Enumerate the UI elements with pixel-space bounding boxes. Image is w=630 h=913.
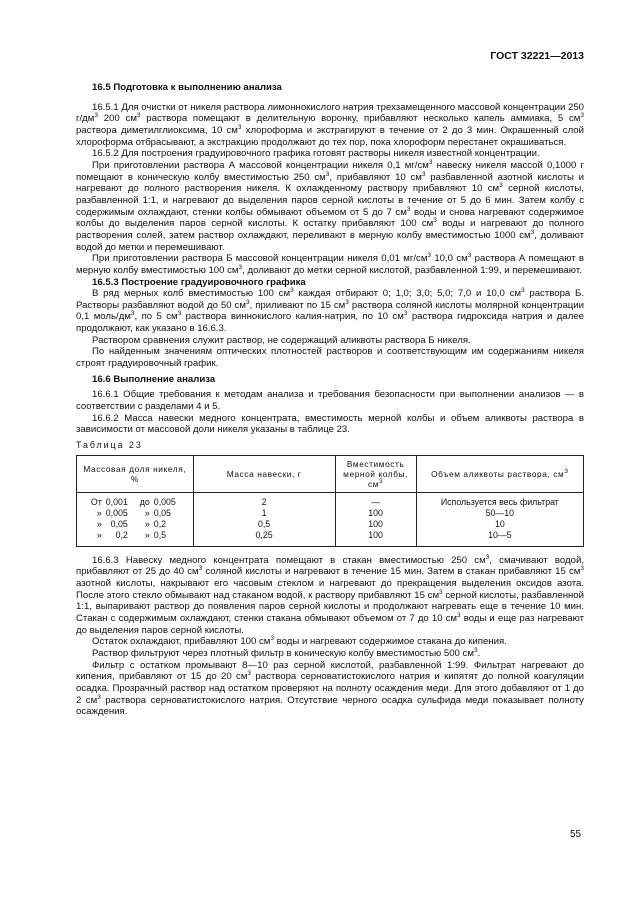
paragraph-16-5-1: 16.5.1 Для очистки от никеля раствора лимоннокислого натрия трехзамещенного массовой концентрации 250 $г/дм^3$ 200 $см^3$ раствора помещают в делительную воронку, прибавляют несколько капель аммиака, 5 $см^3$ раствора диметилглиоксима, 10 $см^3$ хлороформа и экстрагируют в течение от 2 до 3 мин. Окрашенный слой хлороформа отбрасывают, а экстракцию продолжают до тех пор, пока хлороформ перестанет окрашиваться. [76, 101, 585, 148]
table-header-row [77, 455, 584, 492]
section-16-6-title: 16.6 Выполнение анализа [92, 373, 216, 385]
flask-cell: — [335, 497, 416, 508]
paragraph-solution-a: При приготовлении раствора А массовой концентрации никеля 0,1 $мг/см^3$ навеску никеля массой 0,1000 г помещают в коническую колбу вместимостью 250 $см^3$, прибавляют 10 $см^3$ разбавленной азотной кислоты и нагревают до полного растворения никеля. К охлажденному раствору прибавляют 10 $см^3$ серной кислоты, разбавленной 1:1, и нагревают до выделения паров серной кислоты в течение от 5 до 6 мин. Затем колбу с содержимым охлаждают, стенки колбы обмывают объемом от 5 до 7 $см^3$ воды и снова нагревают содержимое колбы до выделения паров серной кислоты. К остатку прибавляют 100 $см^3$ воды и нагревают до полного растворения солей, затем раствор охлаждают, переливают в мерную колбу вместимостью 1000 $см^3$, доливают водой до метки и перемешивают. [76, 158, 585, 253]
nickel-range-cell: От 0,001 до 0,005 [77, 497, 194, 508]
section-16-5-3-title: 16.5.3 Построение градуировочного графика [92, 276, 306, 288]
paragraph-cooling: Остаток охлаждают, прибавляют 100 $см^3$ воды и нагревают содержимое стакана до кипения. [92, 635, 507, 648]
aliquot-cell: 50—10 [416, 508, 583, 519]
page-content [76, 82, 584, 718]
aliquot-cell: 10—5 [416, 530, 583, 547]
nickel-range-cell: » 0,05 » 0,2 [77, 519, 194, 530]
nickel-range-cell: » 0,2 » 0,5 [77, 530, 194, 547]
paragraph-16-5-2: 16.5.2 Для построения градуировочного графика готовят растворы никеля известной концентрации. [92, 148, 540, 160]
table-23-caption: Таблица 23 [76, 440, 143, 451]
paragraph-solution-b: При приготовлении раствора Б массовой концентрации никеля 0,01 $мг/см^3$ 10,0 $см^3$ раствора А помещают в мерную колбу вместимостью 100 $см^3$, доливают до метки серной кислотой, разбавленной 1:99, и перемешивают. [76, 252, 584, 276]
paragraph-16-6-2: 16.6.2 Масса навески медного концентрата, вместимость мерной колбы и объем аликвоты раствора в зависимости от массовой доли никеля указаны в таблице 23. [76, 412, 584, 436]
flask-cell: 100 [335, 530, 416, 547]
flask-cell: 100 [335, 508, 416, 519]
mass-cell: 2 [193, 497, 335, 508]
table-row [77, 530, 584, 547]
paragraph-16-6-1: 16.6.1 Общие требования к методам анализа и требования безопасности при выполнении анализов — в соответствии с разделами 4 и 5. [76, 389, 584, 413]
nickel-range-cell: » 0,005 » 0,05 [77, 508, 194, 519]
aliquot-cell: Используется весь фильтрат [416, 497, 583, 508]
mass-cell: 0,25 [193, 530, 335, 547]
mass-cell: 0,5 [193, 519, 335, 530]
flask-cell: 100 [335, 519, 416, 530]
paragraph-16-6-3: 16.6.3 Навеску медного концентрата помещают в стакан вместимостью 250 $см^3$, смачивают водой, прибавляют от 25 до 40 $см^3$ соляной кислоты и нагревают в течение 15 мин. Затем в стакан прибавляют 15 $см^3$ азотной кислоты, накрывают его часовым стеклом и нагревают до прекращения выделения оксидов азота. После этого стекло обмывают над стаканом водой, к раствору прибавляют 15 $см^3$ серной кислоты, разбавленной 1:1, выпаривают раствор до появления паров серной кислоты и продолжают нагревать еще в течение 10 мин. Стакан с содержимым охлаждают, стенки стакана обмывают объемом от 7 до 10 $см^3$ воды и еще раз нагревают до выделения паров серной кислоты. [76, 553, 585, 636]
header-sample-mass: Масса навески, г [193, 455, 335, 492]
table-row [77, 497, 584, 508]
mass-cell: 1 [193, 508, 335, 519]
paragraph-precipitation: Фильтр с остатком промывают 8—10 раз серной кислотой, разбавленной 1:99. Фильтрат нагревают до кипения, прибавляют от 15 до 20 $см^3$ раствора серноватистокислого натрия и кипятят до полной коагуляции осадка. Прозрачный раствор над остатком проверяют на полноту осаждения меди. Для этого добавляют от 1 до 2 $см^3$ раствора серноватистокислого натрия. Отсутствие черного осадка сульфида меди показывает полноту осаждения. [76, 659, 584, 718]
paragraph-16-5-3-b: Раствором сравнения служит раствор, не содержащий аликвоты раствора Б никеля. [92, 334, 471, 346]
page-number: 55 [570, 829, 582, 840]
table-row [77, 508, 584, 519]
header-aliquot-volume: Объем аликвоты раствора, $см^3$ [416, 455, 583, 492]
standard-header: ГОСТ 32221—2013 [490, 50, 584, 62]
table-23 [76, 455, 584, 547]
table-row [77, 519, 584, 530]
paragraph-filtration: Раствор фильтруют через плотный фильтр в коническую колбу вместимостью 500 $см^3$. [92, 646, 481, 659]
paragraph-16-5-3-a: В ряд мерных колб вместимостью 100 $см^3$ каждая отбирают 0; 1,0; 3,0; 5,0; 7,0 и 10,0 $см^3$ раствора Б. Растворы разбавляют водой до 50 $см^3$, приливают по 15 $см^3$ раствора соляной кислоты молярной концентрации 0,1 моль/$дм^3$, по 5 $см^3$ раствора виннокислого калия-натрия, по 10 $см^3$ раствора гидроксида натрия и далее продолжают, как указано в 16.6.3. [76, 287, 584, 335]
aliquot-cell: 10 [416, 519, 583, 530]
paragraph-16-5-3-c: По найденным значениям оптических плотностей растворов и соответствующим им содержаниям никеля строят градуировочный график. [76, 346, 584, 370]
section-16-5-title: 16.5 Подготовка к выполнению анализа [92, 82, 282, 93]
header-flask-volume: Вместимость мерной колбы, $см^3$ [335, 455, 416, 492]
header-nickel-fraction: Массовая доля никеля, % [77, 455, 194, 492]
